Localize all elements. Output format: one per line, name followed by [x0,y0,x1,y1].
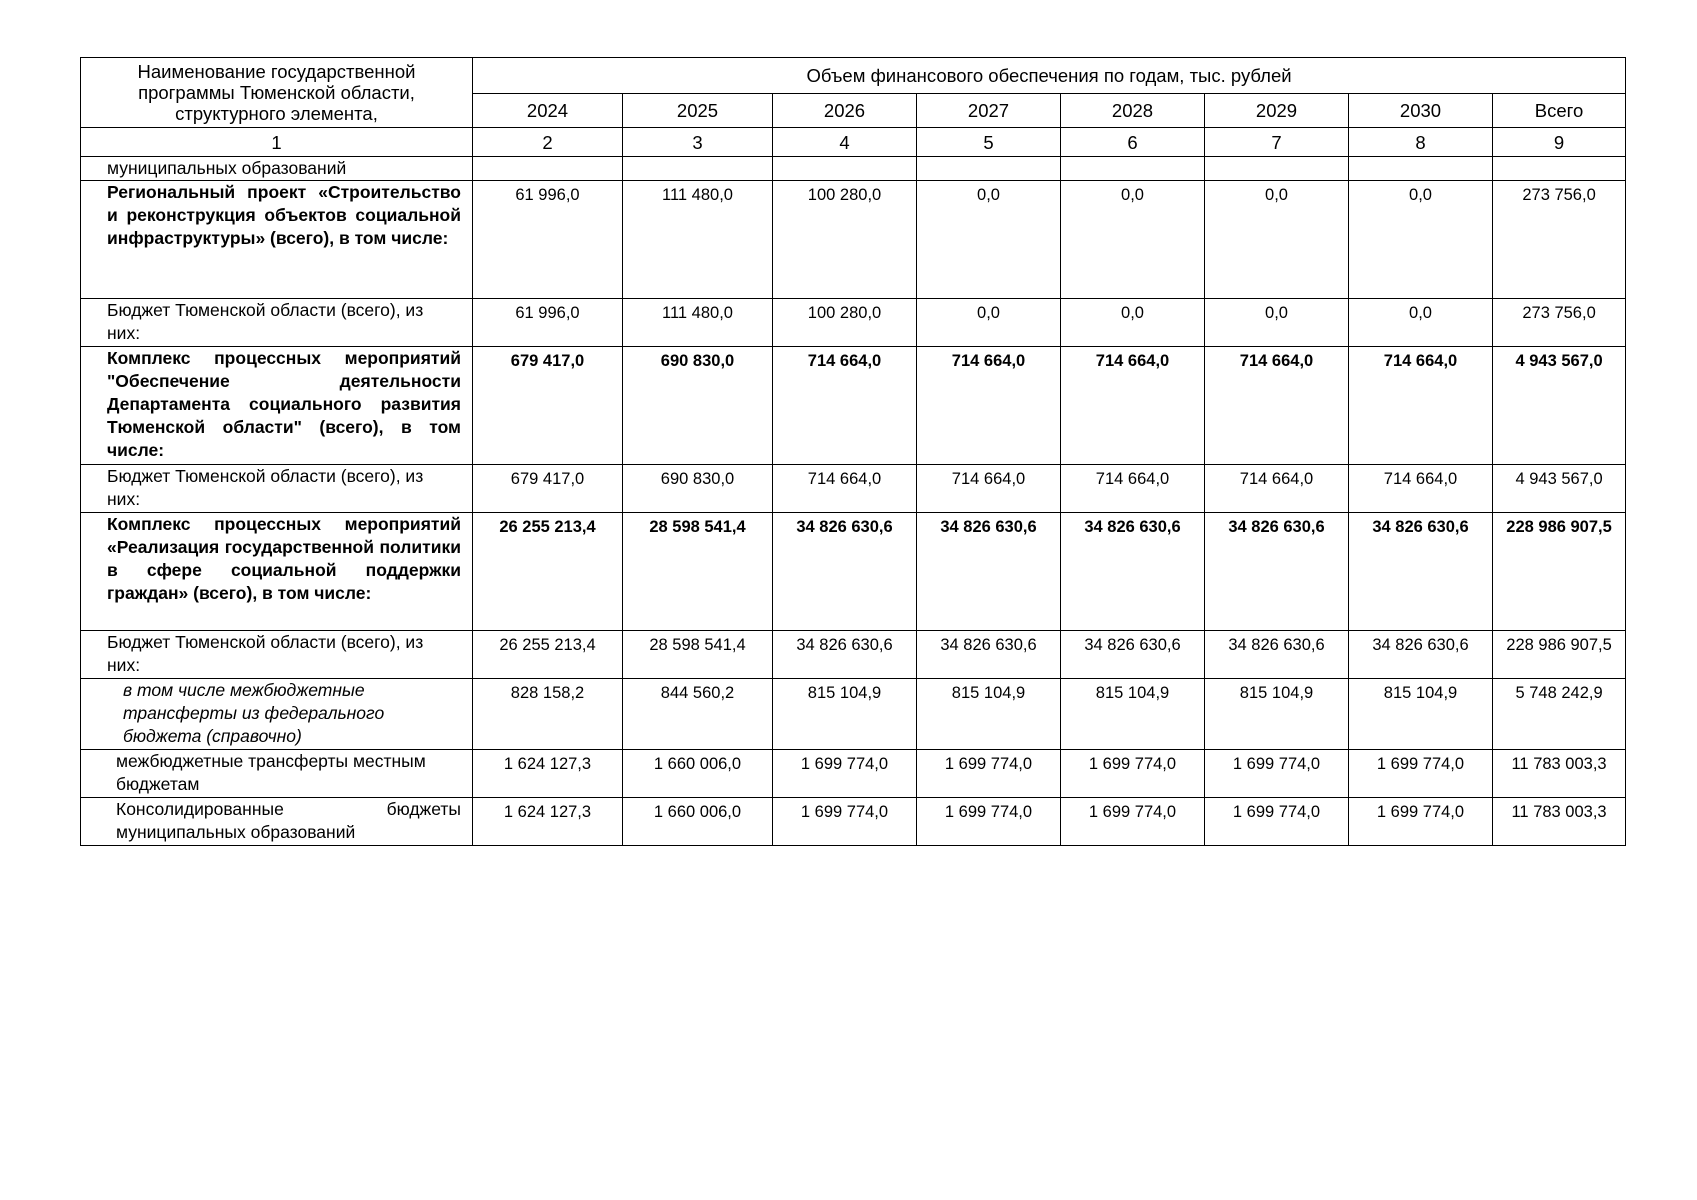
row-value: 34 826 630,6 [1061,631,1205,679]
row-value [917,157,1061,181]
row-value [1349,157,1493,181]
row-name: Бюджет Тюменской области (всего), из них: [81,465,473,513]
row-value: 111 480,0 [623,299,773,347]
row-value: 4 943 567,0 [1493,347,1626,465]
row-value: 5 748 242,9 [1493,679,1626,750]
column-numbers-row [81,128,1626,157]
year-header: 2024 [473,94,623,128]
row-value: 1 624 127,3 [473,798,623,846]
row-value: 0,0 [1061,181,1205,299]
year-header: 2029 [1205,94,1349,128]
row-value: 0,0 [917,181,1061,299]
row-value: 61 996,0 [473,299,623,347]
table-row [81,157,1626,181]
row-value: 1 699 774,0 [1205,750,1349,798]
year-header: 2030 [1349,94,1493,128]
row-value [623,157,773,181]
header-row-top [81,58,1626,94]
row-value [773,157,917,181]
row-value: 34 826 630,6 [917,513,1061,631]
row-value: 34 826 630,6 [773,631,917,679]
row-value: 1 699 774,0 [1205,798,1349,846]
header-group-title: Объем финансового обеспечения по годам, тыс. рублей [473,58,1626,94]
row-value: 714 664,0 [917,465,1061,513]
row-value: 714 664,0 [773,347,917,465]
row-value: 61 996,0 [473,181,623,299]
table-row [81,631,1626,679]
row-value: 0,0 [1061,299,1205,347]
table-row [81,798,1626,846]
row-value: 714 664,0 [1061,465,1205,513]
row-value: 1 699 774,0 [917,750,1061,798]
row-value: 1 699 774,0 [1061,798,1205,846]
financing-table [80,57,1626,846]
row-value: 0,0 [1205,181,1349,299]
header-name-column: Наименование государственной программы Тюменской области, структурного элемента, [81,58,473,128]
row-value: 111 480,0 [623,181,773,299]
row-value: 34 826 630,6 [1061,513,1205,631]
row-name: межбюджетные трансферты местным бюджетам [81,750,473,798]
row-value: 714 664,0 [1349,347,1493,465]
table-row [81,679,1626,750]
row-value [1493,157,1626,181]
column-number: 2 [473,128,623,157]
table-row [81,181,1626,299]
row-value: 828 158,2 [473,679,623,750]
row-value: 679 417,0 [473,465,623,513]
row-value: 679 417,0 [473,347,623,465]
table-row [81,750,1626,798]
row-name: Региональный проект «Строительство и реконструкция объектов социальной инфраструктуры» (всего), в том числе: [81,181,473,299]
row-value: 228 986 907,5 [1493,513,1626,631]
row-value: 844 560,2 [623,679,773,750]
row-value: 1 624 127,3 [473,750,623,798]
row-value: 34 826 630,6 [917,631,1061,679]
row-value: 815 104,9 [1061,679,1205,750]
row-name: в том числе межбюджетные трансферты из федерального бюджета (справочно) [81,679,473,750]
year-header: 2028 [1061,94,1205,128]
row-value: 34 826 630,6 [1205,631,1349,679]
year-header: 2025 [623,94,773,128]
row-value: 1 699 774,0 [1349,750,1493,798]
row-value: 0,0 [917,299,1061,347]
row-name: Комплекс процессных мероприятий "Обеспечение деятельности Департамента социального развития Тюменской области" (всего), в том числе: [81,347,473,465]
row-value: 815 104,9 [1205,679,1349,750]
row-value: 11 783 003,3 [1493,750,1626,798]
row-value [1061,157,1205,181]
column-number: 3 [623,128,773,157]
row-value: 1 699 774,0 [917,798,1061,846]
row-value: 11 783 003,3 [1493,798,1626,846]
row-name: Консолидированные бюджеты муниципальных образований [81,798,473,846]
row-value: 228 986 907,5 [1493,631,1626,679]
table-row [81,347,1626,465]
row-value: 1 660 006,0 [623,798,773,846]
column-number: 9 [1493,128,1626,157]
column-number: 8 [1349,128,1493,157]
row-value: 28 598 541,4 [623,513,773,631]
row-value: 815 104,9 [917,679,1061,750]
table-row [81,299,1626,347]
column-number: 7 [1205,128,1349,157]
row-value: 1 699 774,0 [1349,798,1493,846]
row-value: 34 826 630,6 [1349,513,1493,631]
row-value: 714 664,0 [1205,465,1349,513]
row-name: Комплекс процессных мероприятий «Реализация государственной политики в сфере социальной поддержки граждан» (всего), в том числе: [81,513,473,631]
table-row [81,513,1626,631]
row-value: 273 756,0 [1493,181,1626,299]
row-value: 100 280,0 [773,181,917,299]
row-value: 815 104,9 [773,679,917,750]
table-row [81,465,1626,513]
row-value: 714 664,0 [1349,465,1493,513]
row-name: муниципальных образований [81,157,473,181]
year-header: 2026 [773,94,917,128]
row-value: 4 943 567,0 [1493,465,1626,513]
row-value: 1 660 006,0 [623,750,773,798]
total-header: Всего [1493,94,1626,128]
column-number: 4 [773,128,917,157]
row-value: 815 104,9 [1349,679,1493,750]
row-value: 26 255 213,4 [473,631,623,679]
row-value: 690 830,0 [623,465,773,513]
column-number: 5 [917,128,1061,157]
column-number: 6 [1061,128,1205,157]
row-value: 714 664,0 [1205,347,1349,465]
row-value: 34 826 630,6 [1349,631,1493,679]
row-value: 714 664,0 [917,347,1061,465]
row-value: 1 699 774,0 [1061,750,1205,798]
row-value: 26 255 213,4 [473,513,623,631]
row-value: 28 598 541,4 [623,631,773,679]
row-value: 34 826 630,6 [1205,513,1349,631]
row-value: 273 756,0 [1493,299,1626,347]
row-value: 714 664,0 [1061,347,1205,465]
row-value: 0,0 [1205,299,1349,347]
row-value: 0,0 [1349,299,1493,347]
row-value: 0,0 [1349,181,1493,299]
row-value: 714 664,0 [773,465,917,513]
row-value: 34 826 630,6 [773,513,917,631]
row-name: Бюджет Тюменской области (всего), из них: [81,299,473,347]
row-value: 1 699 774,0 [773,750,917,798]
column-number: 1 [81,128,473,157]
row-value: 100 280,0 [773,299,917,347]
row-name: Бюджет Тюменской области (всего), из них: [81,631,473,679]
row-value [473,157,623,181]
row-value: 690 830,0 [623,347,773,465]
row-value: 1 699 774,0 [773,798,917,846]
year-header: 2027 [917,94,1061,128]
row-value [1205,157,1349,181]
